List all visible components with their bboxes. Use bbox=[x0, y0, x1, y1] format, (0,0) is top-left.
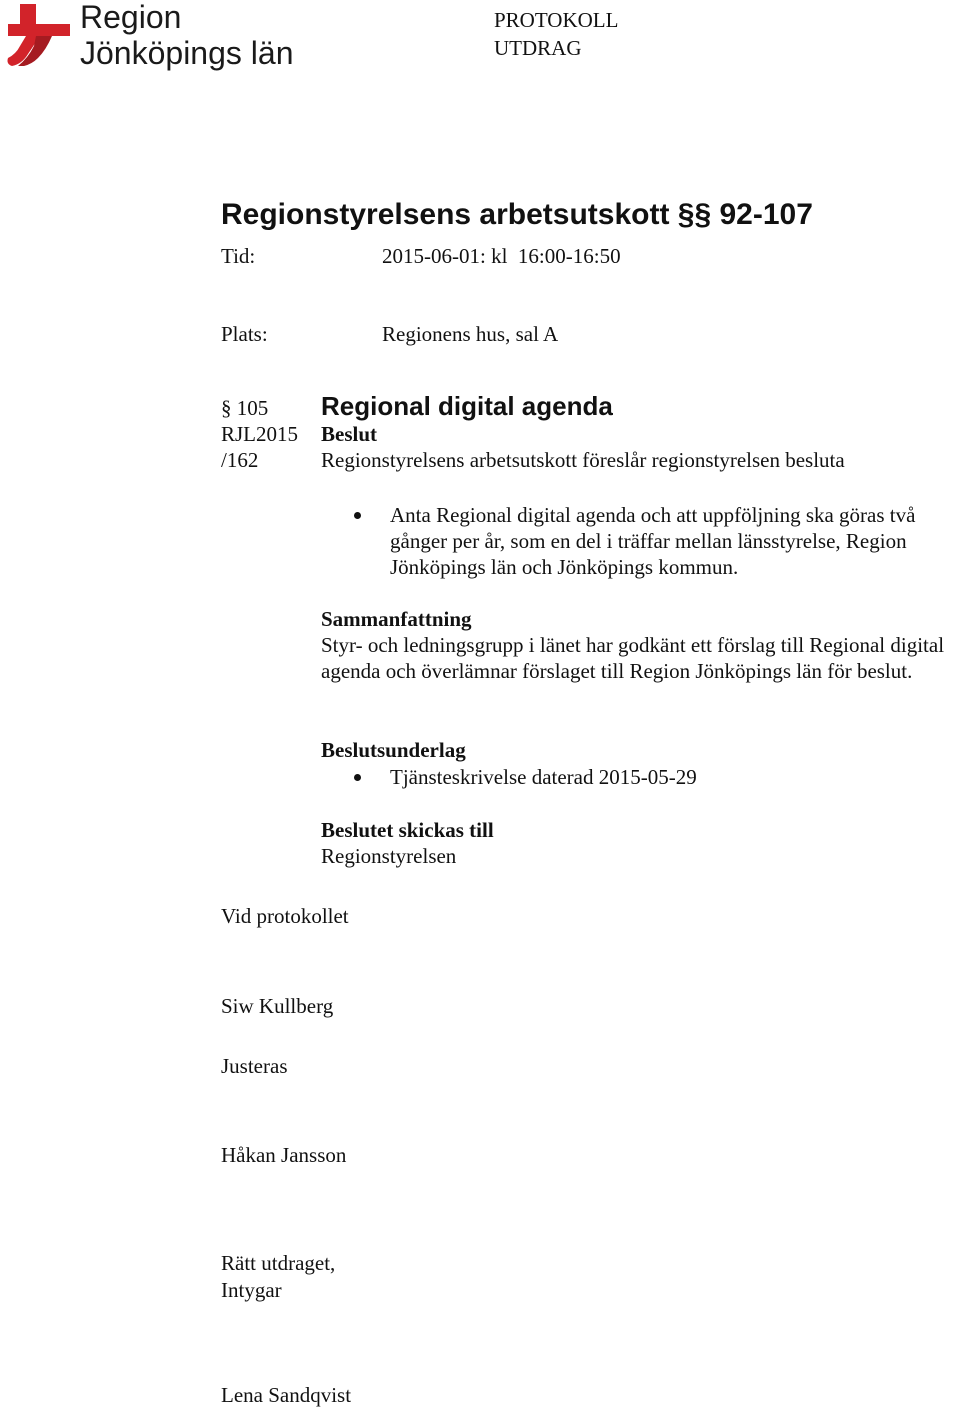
bullet-icon bbox=[354, 512, 361, 519]
basis-bullet-text: Tjänsteskrivelse daterad 2015-05-29 bbox=[390, 765, 697, 789]
certified-label-line1: Rätt utdraget, bbox=[221, 1251, 336, 1275]
decision-bullet bbox=[321, 502, 960, 580]
section-number: § 105 bbox=[221, 396, 269, 420]
region-cross-icon bbox=[6, 2, 72, 68]
summary-text: Styr- och ledningsgrupp i länet har godkänt ett förslag till Regional digital agenda och överlämnar förslaget till Region Jönköpings län för beslut. bbox=[321, 633, 945, 683]
place-value: Regionens hus, sal A bbox=[382, 322, 559, 346]
item-title: Regional digital agenda bbox=[321, 391, 613, 421]
case-number-line2: /162 bbox=[221, 448, 259, 472]
place-label: Plats: bbox=[221, 322, 268, 346]
document-type-extract: UTDRAG bbox=[494, 36, 582, 60]
sent-to-heading: Beslutet skickas till bbox=[321, 818, 494, 842]
logo-text-region: Region bbox=[80, 0, 182, 35]
decision-intro: Regionstyrelsens arbetsutskott föreslår regionstyrelsen besluta bbox=[321, 448, 845, 472]
adjusted-label: Justeras bbox=[221, 1054, 288, 1078]
certifier-name: Lena Sandqvist bbox=[221, 1383, 352, 1407]
basis-bullet bbox=[321, 764, 960, 790]
time-value: 2015-06-01: kl 16:00-16:50 bbox=[382, 244, 621, 268]
at-protocol-label: Vid protokollet bbox=[221, 904, 349, 928]
bullet-icon bbox=[354, 774, 361, 781]
region-logo bbox=[6, 0, 296, 78]
document-type-protocol: PROTOKOLL bbox=[494, 8, 619, 32]
meeting-title: Regionstyrelsens arbetsutskott §§ 92-107 bbox=[221, 198, 813, 231]
decision-heading: Beslut bbox=[321, 422, 378, 446]
document-type bbox=[494, 6, 618, 62]
case-number-line1: RJL2015 bbox=[221, 422, 299, 446]
sent-to-value: Regionstyrelsen bbox=[321, 844, 457, 868]
basis-heading: Beslutsunderlag bbox=[321, 738, 466, 762]
logo-text-county: Jönköpings län bbox=[80, 35, 294, 71]
time-label: Tid: bbox=[221, 244, 256, 268]
certified-label-line2: Intygar bbox=[221, 1278, 282, 1302]
adjuster-name: Håkan Jansson bbox=[221, 1143, 347, 1167]
decision-bullet-text: Anta Regional digital agenda och att uppföljning ska göras två gånger per år, som en del i träffar mellan länsstyrelse, Region Jönköpings län och Jönköpings kommun. bbox=[390, 503, 916, 579]
secretary-name: Siw Kullberg bbox=[221, 994, 334, 1018]
summary-heading: Sammanfattning bbox=[321, 607, 472, 631]
